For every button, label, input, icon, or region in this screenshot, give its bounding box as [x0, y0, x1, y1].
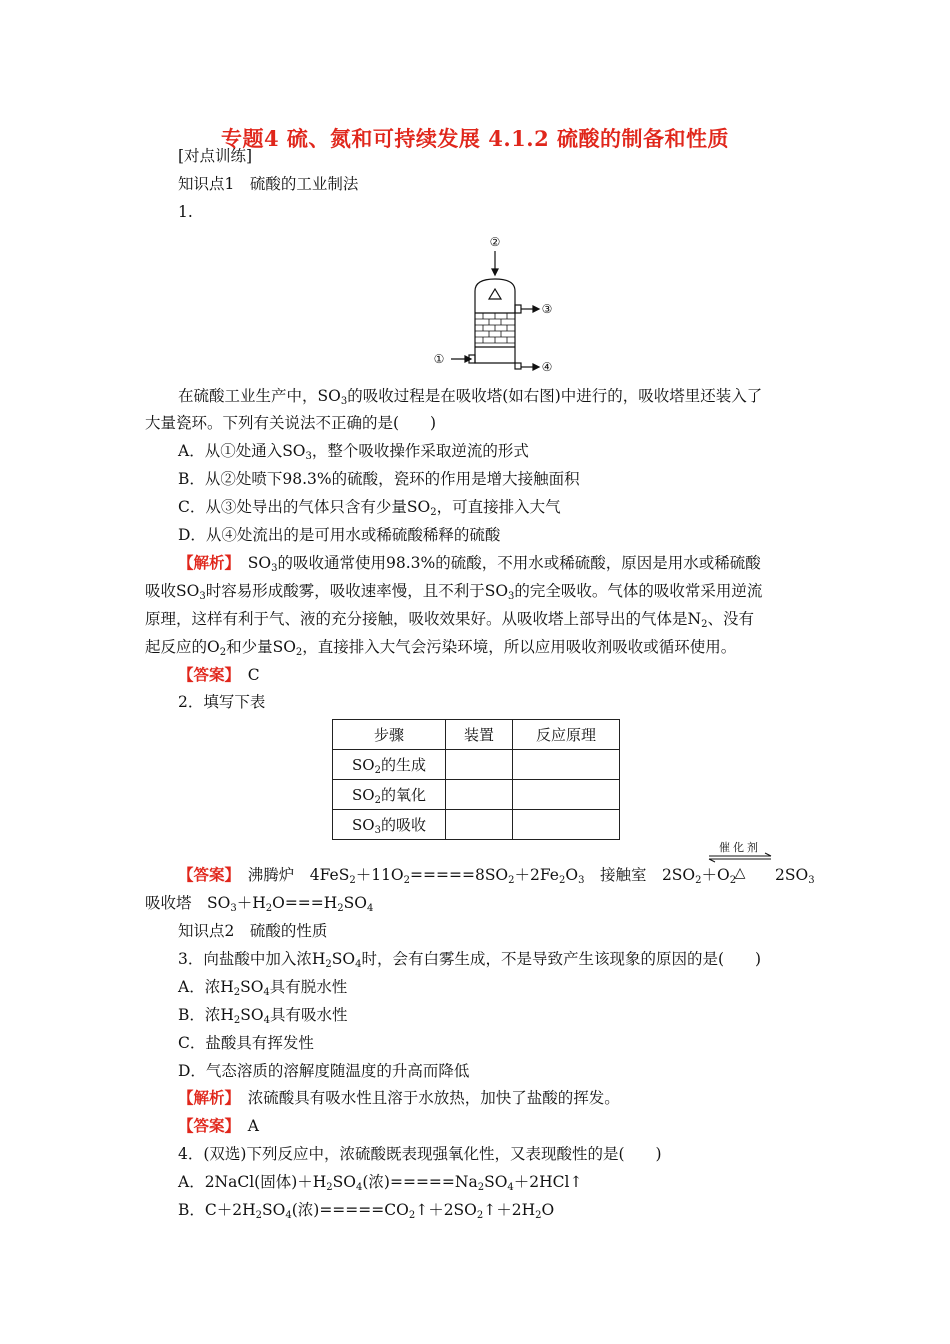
table-row	[333, 750, 620, 780]
page-title: 专题4 硫、氮和可持续发展 4.1.2 硫酸的制备和性质	[220, 126, 729, 151]
question-1-option-b: B．从②处喷下98.3%的硫酸，瓷环的作用是增大接触面积	[178, 470, 580, 488]
label-inlet-bottom: ①	[433, 352, 445, 366]
question-1-answer: 【答案】 C	[178, 665, 260, 684]
table-cell-step: $SO_3$的吸收	[333, 810, 446, 840]
label-outlet-top: ③	[541, 302, 553, 316]
question-4-option-a: A．2NaCl(固体)$+H_2SO_4$(浓)$=====Na_2SO_4+2HCl↑$	[178, 1173, 583, 1193]
label-inlet-top: ②	[489, 235, 501, 249]
table-cell-empty	[513, 780, 620, 810]
knowledge-point-1: 知识点1 硫酸的工业制法	[178, 175, 359, 193]
question-1-number: 1.	[178, 203, 193, 221]
question-1-analysis-line1: 【解析】 $SO_3$的吸收通常使用98.3%的硫酸，不用水或稀硫酸，原因是用水或稀硫酸	[178, 553, 761, 574]
question-1-option-c: C．从③处导出的气体只含有少量$SO_2$，可直接排入大气	[178, 498, 561, 518]
question-3-option-d: D．气态溶质的溶解度随温度的升高而降低	[178, 1062, 470, 1080]
question-4-option-b: B．$C+2H_2SO_4$(浓)$=====CO_2↑+2SO_2↑+2H_2O$	[178, 1201, 555, 1221]
table-cell-step: $SO_2$的氧化	[333, 780, 446, 810]
question-3-option-c: C．盐酸具有挥发性	[178, 1034, 314, 1052]
question-1-stem-line1: 在硫酸工业生产中，$SO_3$的吸收过程是在吸收塔(如右图)中进行的，吸收塔里还装入了	[178, 387, 763, 407]
question-2-answer-line2: 吸收塔 $SO_3+H_2O===H_2SO_4$	[145, 894, 374, 914]
label-outlet-bottom: ④	[541, 360, 553, 374]
question-3-analysis: 【解析】 浓硫酸具有吸水性且溶于水放热，加快了盐酸的挥发。	[178, 1088, 620, 1107]
table-cell-empty	[513, 810, 620, 840]
question-1-option-d: D．从④处流出的是可用水或稀硫酸稀释的硫酸	[178, 526, 501, 544]
absorption-tower-diagram	[425, 233, 565, 381]
table-cell-empty	[446, 750, 513, 780]
question-2-answer-product: $2SO_3$	[775, 866, 815, 886]
heat-symbol: △	[734, 865, 746, 880]
knowledge-point-2: 知识点2 硫酸的性质	[178, 922, 328, 940]
table-header-cell: 装置	[446, 720, 513, 750]
steps-table	[332, 719, 620, 840]
table-header-cell: 步骤	[333, 720, 446, 750]
question-1-analysis-line4: 起反应的$O_2$和少量$SO_2$，直接排入大气会污染环境，所以应用吸收剂吸收或循环使用。	[145, 638, 737, 658]
table-header-row	[333, 720, 620, 750]
table-cell-empty	[446, 780, 513, 810]
catalyst-reversible-arrow	[705, 840, 775, 880]
table-row	[333, 810, 620, 840]
table-header-cell: 反应原理	[513, 720, 620, 750]
table-row	[333, 780, 620, 810]
catalyst-label: 催化剂	[719, 841, 761, 854]
table-cell-empty	[513, 750, 620, 780]
question-2-stem: 2．填写下表	[178, 693, 266, 711]
question-3-stem: 3．向盐酸中加入浓$H_2SO_4$时，会有白雾生成，不是导致产生该现象的原因的是( )	[178, 950, 762, 970]
question-3-option-a: A．浓$H_2SO_4$具有脱水性	[178, 978, 348, 998]
table-cell-empty	[446, 810, 513, 840]
question-2-answer-line1: 【答案】 沸腾炉 $4FeS_2+11O_2=====8SO_2+2Fe_2O_3$ 接触室 $2SO_2+O_2$	[178, 865, 737, 886]
question-3-answer: 【答案】 A	[178, 1116, 259, 1135]
question-1-analysis-line2: 吸收$SO_3$时容易形成酸雾，吸收速率慢，且不利于$SO_3$的完全吸收。气体的吸收常采用逆流	[145, 582, 763, 602]
question-1-stem-line2: 大量瓷环。下列有关说法不正确的是( )	[145, 414, 437, 432]
question-3-option-b: B．浓$H_2SO_4$具有吸水性	[178, 1006, 348, 1026]
question-4-stem: 4．(双选)下列反应中，浓硫酸既表现强氧化性，又表现酸性的是( )	[178, 1145, 662, 1163]
table-cell-step: $SO_2$的生成	[333, 750, 446, 780]
question-1-analysis-line3: 原理，这样有利于气、液的充分接触，吸收效果好。从吸收塔上部导出的气体是$N_2$、没有	[145, 610, 754, 630]
question-1-option-a: A．从①处通入$SO_3$，整个吸收操作采取逆流的形式	[178, 442, 529, 462]
section-label: [对点训练]	[178, 147, 253, 165]
